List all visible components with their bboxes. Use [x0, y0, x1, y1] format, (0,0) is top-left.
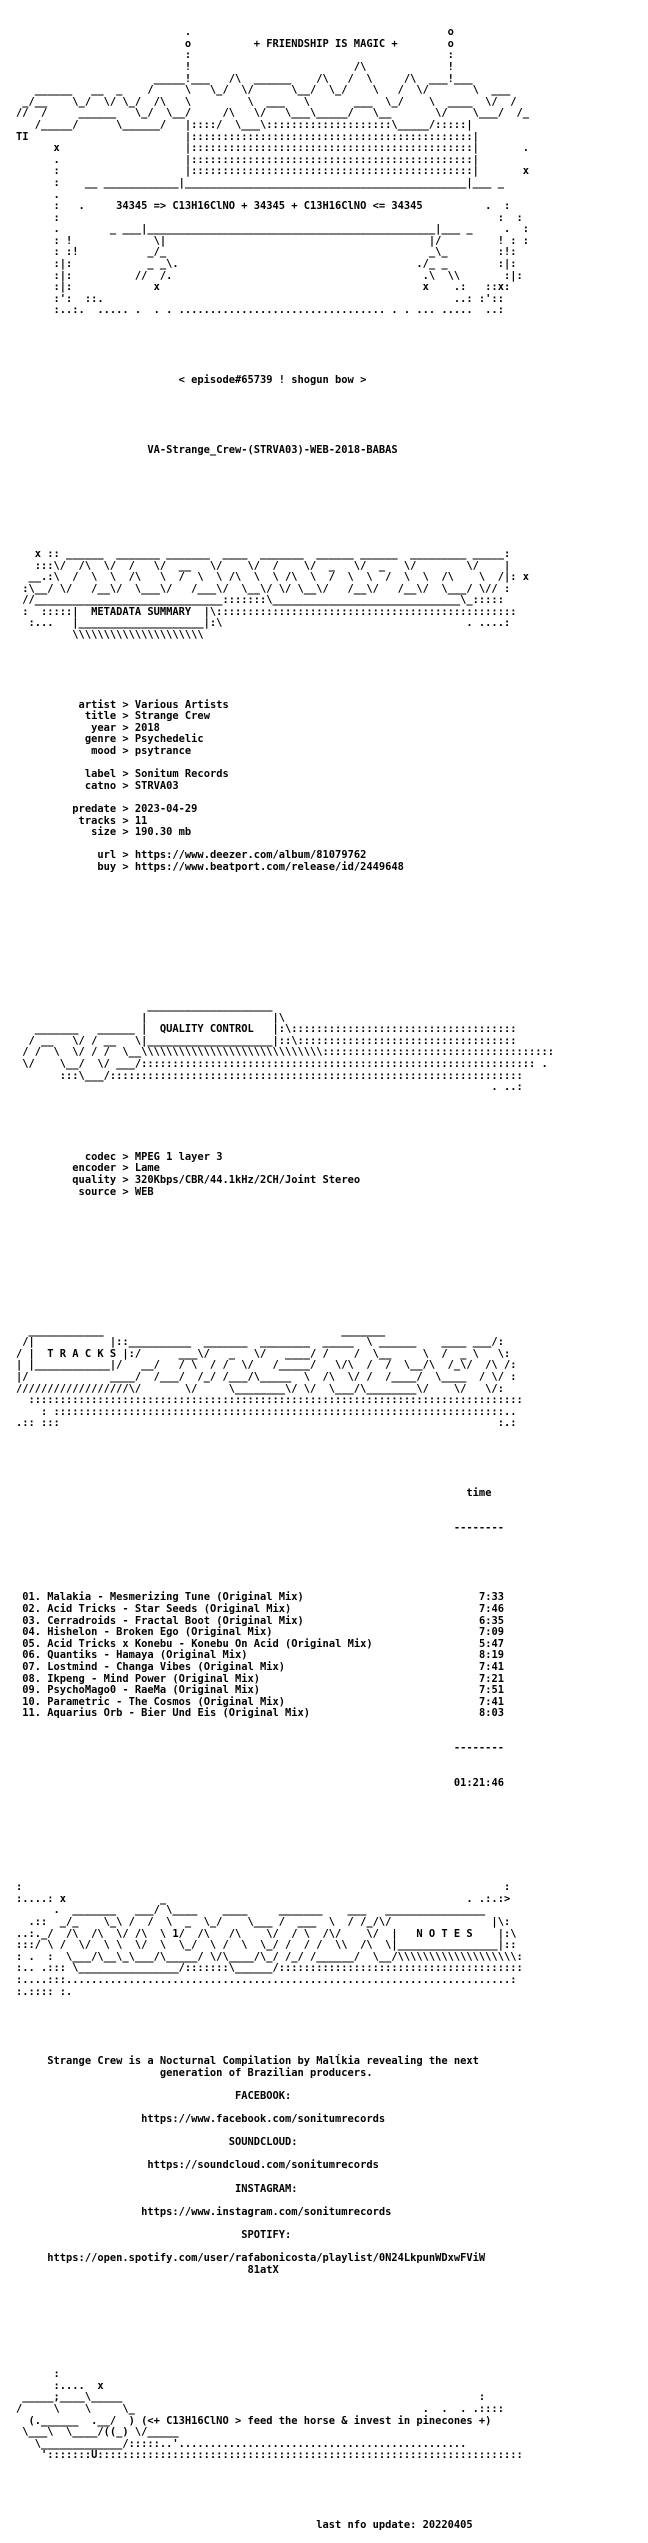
- metadata-art-line: x :: ______ _______ _______ ____ _______ ______ ______ _________ _____:: [16, 547, 511, 560]
- header-art-line: :|: _ _\. ./_ _ :|:: [16, 258, 517, 271]
- notes-art-line: . _______ ___/ \____ ____ _______ ___ ________________: [16, 1904, 486, 1917]
- track-number: 06.: [16, 1649, 48, 1662]
- tracks-art-line: / | T R A C K S |:/ ___\/ _ \/ ____/ / / \__ \ / _ \ \:: [16, 1347, 511, 1360]
- notes-link-url: 81atX: [16, 2263, 279, 2276]
- notes-intro-line: generation of Brazilian producers.: [16, 2066, 373, 2079]
- track-title: Hamaya (Original Mix): [116, 1649, 248, 1662]
- track-dash: -: [116, 1684, 135, 1697]
- notes-link-label: FACEBOOK:: [16, 2089, 292, 2102]
- time-rule-line: [16, 1523, 632, 1535]
- metadata-field-value: https://www.beatport.com/release/id/2449648: [134, 860, 404, 873]
- time-header: time: [466, 1487, 492, 1499]
- tracks-art-line: //////////////////\/ \/ \________\/ \/ \___/\________\/ \/ \/:: [16, 1382, 504, 1395]
- tracks-art-line: :::::::::::::::::::::::::::::::::::::::::::::::::::::::::::::::::::::::::::::::: [16, 1394, 523, 1407]
- tracks-banner: [16, 1326, 632, 1430]
- metadata-field-separator: >: [116, 733, 135, 746]
- last-update-line: [16, 2520, 632, 2532]
- header-art-line: o + FRIENDSHIP IS MAGIC + o: [16, 37, 454, 50]
- footer-art-line: :.... x: [16, 2379, 104, 2392]
- tracks-art-line: | |____________|/ __/ / \ / / \/ /_____/ \/\ / / \__/\ /_\/ /\ /:: [16, 1359, 517, 1372]
- track-artist: Malakia: [47, 1591, 92, 1604]
- metadata-field-key: tracks: [16, 814, 117, 827]
- metadata-field-row: [16, 781, 632, 793]
- notes-art-line: .:: _/_ \_\ / / \ _ \_/ \___ / ___ \ / /_/\/ |\:: [16, 1915, 511, 1928]
- metadata-field-separator: >: [116, 860, 135, 873]
- metadata-field-key: url: [16, 849, 117, 862]
- footer-art-line: _____;____\_____ :: [16, 2391, 486, 2404]
- track-gap: [285, 1661, 479, 1673]
- metadata-field-value: psytrance: [134, 745, 192, 757]
- header-art-line: :': ::. ..: :'::: [16, 292, 504, 305]
- header-ascii-art: [16, 27, 632, 317]
- track-number: 02.: [16, 1602, 48, 1615]
- metadata-field-row: [16, 862, 632, 874]
- metadata-field-value: https://www.deezer.com/album/81079762: [134, 849, 367, 862]
- notes-art-line: : . : \___/\__\_\___/\_____/ \/\____/\_/ /_/ /______/ \__/\\\\\\\\\\\\\\\\\\\:: [16, 1950, 523, 1963]
- notes-intro-line: Strange Crew is a Nocturnal Compilation by Malĺkia revealing the next: [16, 2055, 479, 2068]
- notes-link-label: INSTAGRAM:: [16, 2182, 298, 2195]
- metadata-field-key: mood: [16, 745, 117, 757]
- release-name-line: [16, 445, 632, 457]
- metadata-field-value: 2018: [134, 721, 160, 734]
- track-title: Star Seeds (Original Mix): [134, 1602, 292, 1615]
- quality-art-line: / / \ \/ / / \__\\\\\\\\\\\\\\\\\\\\\\\\\\\\\:::::::::::::::::::::::::::::::::::::: [16, 1046, 554, 1059]
- metadata-field-separator: >: [116, 698, 135, 711]
- track-time: 8:19: [478, 1649, 504, 1662]
- release-name: VA-Strange_Crew-(STRVA03)-WEB-2018-BABAS: [147, 443, 398, 456]
- track-gap: [285, 1696, 479, 1708]
- track-time: 7:09: [478, 1626, 504, 1639]
- track-gap: [247, 1649, 478, 1661]
- quality-art-line: ____________________: [16, 1000, 273, 1013]
- metadata-field-separator: >: [116, 721, 135, 734]
- track-dash: -: [97, 1626, 117, 1639]
- metadata-field-key: size: [16, 826, 117, 839]
- metadata-field-separator: >: [116, 779, 135, 792]
- footer-art-line: ':::::::U::::::::::::::::::::::::::::::::::::::::::::::::::::::::::::::::::::: [16, 2449, 523, 2462]
- track-title: The Cosmos (Original Mix): [128, 1695, 286, 1708]
- total-rule-line: [16, 1743, 632, 1755]
- metadata-art-line: : :::::| METADATA SUMMARY |\::::::::::::::::::::::::::::::::::::::::::::::::: [16, 605, 517, 618]
- metadata-field-key: genre: [16, 733, 117, 746]
- notes-art-line: : :: [16, 1881, 511, 1894]
- metadata-field-separator: >: [116, 814, 135, 827]
- metadata-field-key: artist: [16, 698, 117, 711]
- header-art-line: . _ ___|______________________________________________|___ _ . :: [16, 223, 529, 236]
- total-time: 01:21:46: [453, 1776, 504, 1789]
- track-dash: -: [97, 1660, 117, 1673]
- track-number: 04.: [16, 1626, 48, 1639]
- metadata-field-value: 11: [134, 814, 148, 827]
- footer-art-line: (.______ .__/ ) (<+ C13H16ClNO > feed the horse & invest in pinecones +): [16, 2414, 492, 2427]
- header-art-line: _____!___ /\ ______ /\ / \ /\ ___!___: [16, 72, 473, 85]
- notes-art-line: :....: x _ . .:.:>: [16, 1892, 511, 1905]
- notes-art-line: :.. .::: \________________/:::::::\______/:::::::::::::::::::::::::::::::::::::::: [16, 1962, 523, 1975]
- track-number: 08.: [16, 1672, 48, 1685]
- metadata-summary-banner: [16, 549, 632, 642]
- quality-field-key: codec: [16, 1150, 117, 1163]
- metadata-art-line: :::\/ /\ \/ / \/ __ \/ \/ / \/ _ \/ _ \/ \/ |: [16, 559, 511, 572]
- quality-field-separator: >: [116, 1185, 135, 1198]
- track-title: Mind Power (Original Mix): [103, 1672, 261, 1685]
- quality-art-line: \/ \__/ \/ ___/::::::::::::::::::::::::::::::::::::::::::::::::::::::::::::::: .: [16, 1058, 548, 1071]
- header-art-line: : :! _/_ _\_ :!:: [16, 246, 517, 259]
- quality-field-separator: >: [116, 1173, 135, 1186]
- metadata-field-separator: >: [116, 745, 135, 757]
- track-artist: Acid Tricks x Konebu: [47, 1637, 173, 1650]
- track-title: Changa Vibes (Original Mix): [116, 1660, 286, 1673]
- header-art-line: . o: [16, 26, 454, 39]
- quality-field-row: [16, 1187, 632, 1199]
- quality-field-value: 320Kbps/CBR/44.1kHz/2CH/Joint Stereo: [134, 1173, 361, 1186]
- header-art-line: : |:::::::::::::::::::::::::::::::::::::::::::::| x: [16, 165, 529, 178]
- metadata-field-separator: >: [116, 826, 135, 839]
- quality-art-line: . ..:: [16, 1081, 523, 1094]
- notes-link-url: https://www.instagram.com/sonitumrecords: [16, 2205, 392, 2218]
- notes-link-label: SPOTIFY:: [16, 2229, 292, 2241]
- track-gap: [304, 1591, 479, 1603]
- tracks-art-line: .:: ::: :.:: [16, 1417, 517, 1430]
- last-update: last nfo update: 20220405: [316, 2518, 473, 2531]
- metadata-field-value: Sonitum Records: [134, 768, 229, 781]
- metadata-field-key: predate: [16, 802, 117, 815]
- header-art-line: :|: // /. .\ \\ :|:: [16, 269, 523, 282]
- track-artist: PsychoMago0: [47, 1684, 117, 1697]
- track-artist: Cerradroids: [47, 1614, 117, 1627]
- metadata-field-key: catno: [16, 779, 117, 792]
- track-number: 03.: [16, 1614, 48, 1627]
- track-artist: Aquarius Orb: [47, 1707, 123, 1720]
- metadata-field-value: Various Artists: [134, 698, 229, 711]
- header-art-line: : :: [16, 49, 454, 62]
- header-art-line: : ! \| |/ ! : :: [16, 234, 529, 247]
- notes-art-line: ..:._/ /\ /\ \/ /\ \ 1/ /\ /\ \/ / \ /\/ \/ | N O T E S |:\: [16, 1927, 517, 1940]
- track-dash: -: [172, 1637, 192, 1650]
- track-time: 7:46: [478, 1602, 504, 1615]
- track-title: Fractal Boot (Original Mix): [134, 1614, 304, 1627]
- metadata-field-value: 2023-04-29: [134, 802, 198, 815]
- notes-art-line: :.:::: :.: [16, 1985, 73, 1998]
- tracks-art-line: ____________ _______: [16, 1324, 386, 1337]
- header-art-line: :..:. ..... . . . ................................. . . ... ..... ..:: [16, 304, 504, 317]
- footer-art-line: / \ \ \_ . . . .::::: [16, 2402, 504, 2415]
- track-title: Bier Und Eis (Original Mix): [141, 1707, 311, 1720]
- metadata-field-key: buy: [16, 860, 117, 873]
- episode-text: < episode#65739 ! shogun bow >: [178, 374, 367, 386]
- track-time: 7:21: [478, 1672, 504, 1685]
- quality-field-value: Lame: [134, 1162, 160, 1175]
- quality-field-key: source: [16, 1185, 117, 1198]
- track-number: 07.: [16, 1660, 48, 1673]
- metadata-field-value: STRVA03: [134, 779, 179, 792]
- track-time: 7:33: [478, 1591, 504, 1604]
- episode-line: [16, 375, 632, 387]
- notes-body: [16, 2056, 632, 2276]
- notes-banner: [16, 1882, 632, 1998]
- footer-art-line: \___\ \____/((_) \/_____: [16, 2426, 498, 2439]
- total-time-line: [16, 1778, 632, 1790]
- track-time: 6:35: [478, 1614, 504, 1627]
- metadata-field-separator: >: [116, 802, 135, 815]
- notes-art-line: :::/ \ / \/ \ \ \/ \ \_/ \ / \ \_/ / / / \\ /\ \|________________|::: [16, 1939, 517, 1952]
- quality-fields: [16, 1152, 632, 1198]
- notes-link-url: https://www.facebook.com/sonitumrecords: [16, 2113, 386, 2126]
- track-title: Konebu On Acid (Original Mix): [191, 1637, 373, 1650]
- track-number: 10.: [16, 1695, 48, 1708]
- spacer: [16, 2172, 632, 2184]
- metadata-field-key: title: [16, 710, 117, 723]
- track-title: RaeMa (Original Mix): [134, 1684, 261, 1697]
- tracks-art-line: : ::::::::::::::::::::::::::::::::::::::::::::::::::::::::::::::::::::::::..: [16, 1405, 517, 1418]
- header-art-line: x |:::::::::::::::::::::::::::::::::::::::::::::| .: [16, 142, 529, 155]
- track-dash: -: [122, 1707, 142, 1720]
- track-row: [16, 1708, 632, 1720]
- header-art-line: : : :: [16, 211, 523, 224]
- track-time: 7:41: [478, 1660, 504, 1673]
- metadata-field-separator: >: [116, 710, 135, 723]
- header-art-line: ______ __ _ / \ \_/ \/ \__/ \_/ \ / \/ \ ___: [16, 84, 511, 97]
- metadata-field-key: label: [16, 768, 117, 781]
- header-art-line: _/__ \_/ \/ \_/ /\ \ \ ___ \ ___ \_/ \ ____ \/ /: [16, 95, 517, 108]
- track-dash: -: [109, 1695, 129, 1708]
- track-title: Broken Ego (Original Mix): [116, 1626, 273, 1639]
- track-dash: -: [116, 1614, 135, 1627]
- track-number: 05.: [16, 1637, 48, 1650]
- notes-art-line: :....:::.......................................................................:: [16, 1973, 517, 1986]
- quality-field-separator: >: [116, 1150, 135, 1163]
- quality-field-key: quality: [16, 1173, 117, 1186]
- metadata-art-line: //______________________________:::::::\______________________________\_:::::: [16, 594, 504, 607]
- header-art-line: : __ ____________|_____________________________________________|___ _: [16, 176, 504, 189]
- header-art-line: . |:::::::::::::::::::::::::::::::::::::::::::::|: [16, 153, 479, 166]
- track-gap: [310, 1707, 479, 1719]
- header-art-line: /_____/ \______/ |::::/ \___\::::::::::::::::::::\_____/:::::|: [16, 118, 473, 131]
- footer-art-line: \_____________/:::::..'..............................................: [16, 2437, 467, 2450]
- track-time: 7:51: [478, 1684, 504, 1697]
- header-art-line: .: [16, 188, 60, 201]
- metadata-art-line: :... |____________________|:\ . ....:: [16, 617, 511, 630]
- track-dash: -: [91, 1591, 110, 1604]
- quality-field-separator: >: [116, 1162, 135, 1175]
- quality-field-value: WEB: [134, 1185, 154, 1198]
- track-artist: Ikpeng: [47, 1672, 85, 1685]
- quality-field-key: encoder: [16, 1162, 117, 1175]
- track-time: 8:03: [478, 1707, 504, 1720]
- time-header-line: [16, 1488, 632, 1500]
- metadata-art-line: :\__/ \/ /__\/ \___\/ /___\/ \__\/ \/ \__\/ /__\/ /__\/ \___/ \// :: [16, 582, 511, 595]
- metadata-art-line: \\\\\\\\\\\\\\\\\\\\\: [16, 629, 204, 642]
- track-time: 7:41: [478, 1695, 504, 1708]
- header-art-line: ! /\ !: [16, 60, 454, 73]
- quality-field-value: MPEG 1 layer 3: [134, 1150, 223, 1163]
- track-dash: -: [84, 1672, 104, 1685]
- header-art-line: : . 34345 => C13H16ClNO + 34345 + C13H16ClNO <= 34345 . :: [16, 200, 511, 213]
- track-dash: -: [116, 1602, 135, 1615]
- quality-art-line: _______ ______ | QUALITY CONTROL |:\::::::::::::::::::::::::::::::::::::: [16, 1023, 517, 1036]
- metadata-field-row: [16, 746, 632, 758]
- track-number: 01.: [16, 1591, 48, 1604]
- track-artist: Quantiks: [47, 1649, 98, 1662]
- metadata-field-value: 190.30 mb: [134, 826, 192, 839]
- footer-art-line: :: [16, 2368, 60, 2381]
- metadata-field-value: Strange Crew: [134, 710, 210, 723]
- track-artist: Parametric: [47, 1695, 110, 1708]
- track-gap: [273, 1626, 479, 1638]
- header-art-line: :|: x x .: ::x:: [16, 281, 511, 294]
- quality-art-line: | |\: [16, 1011, 285, 1024]
- metadata-art-line: __.:\ / \ \ /\ \ / \ \ /\ \ \ /\ \ / \ \ / \ \ /\ \ /|: x: [16, 571, 529, 584]
- notes-link-url: https://soundcloud.com/sonitumrecords: [16, 2159, 379, 2172]
- track-artist: Hishelon: [47, 1626, 98, 1639]
- track-number: 09.: [16, 1684, 48, 1697]
- track-gap: [260, 1684, 479, 1696]
- track-time: 5:47: [478, 1637, 504, 1650]
- quality-control-banner: [16, 1001, 632, 1094]
- track-list: [16, 1592, 632, 1720]
- metadata-field-value: Psychedelic: [134, 733, 204, 746]
- track-title: Mesmerizing Tune (Original Mix): [109, 1591, 304, 1604]
- metadata-field-separator: >: [116, 768, 135, 781]
- tracks-art-line: /| |::__________ _______ ________ _____ \ ______ ____ ___/:: [16, 1336, 504, 1349]
- track-gap: [304, 1615, 479, 1627]
- notes-link-url: https://open.spotify.com/user/rafabonicosta/playlist/0N24LkpunWDxwFViW: [16, 2252, 486, 2265]
- track-dash: -: [97, 1649, 117, 1662]
- track-gap: [291, 1603, 479, 1615]
- total-rule: --------: [453, 1742, 504, 1755]
- track-artist: Acid Tricks: [47, 1602, 117, 1615]
- notes-link-label: SOUNDCLOUD:: [16, 2136, 298, 2149]
- track-number: 11.: [16, 1707, 48, 1720]
- tracks-art-line: |/ ____/ /___/ /_/ /___/\_____ \ /\ \/ / /____/ \____ / \/ :: [16, 1371, 517, 1384]
- time-rule: --------: [453, 1521, 504, 1534]
- footer-ascii-art: [16, 2369, 632, 2462]
- track-gap: [260, 1673, 479, 1685]
- metadata-field-separator: >: [116, 849, 135, 862]
- quality-art-line: :::\___/::::::::::::::::::::::::::::::::::::::::::::::::::::::::::::::::::: [16, 1069, 523, 1082]
- header-art-line: // / ______ \_/ \__/ /\ \/ \___\_____/ \__ \/ \___/ /_: [16, 107, 529, 120]
- header-art-line: TI |:::::::::::::::::::::::::::::::::::::::::::::|: [16, 130, 479, 143]
- track-gap: [373, 1638, 479, 1650]
- metadata-field-row: [16, 827, 632, 839]
- track-artist: Lostmind: [47, 1660, 98, 1673]
- metadata-fields: [16, 700, 632, 874]
- metadata-field-key: year: [16, 721, 117, 734]
- quality-art-line: / __ \/ / __ \|____________________|::\:::::::::::::::::::::::::::::::::::: [16, 1034, 517, 1047]
